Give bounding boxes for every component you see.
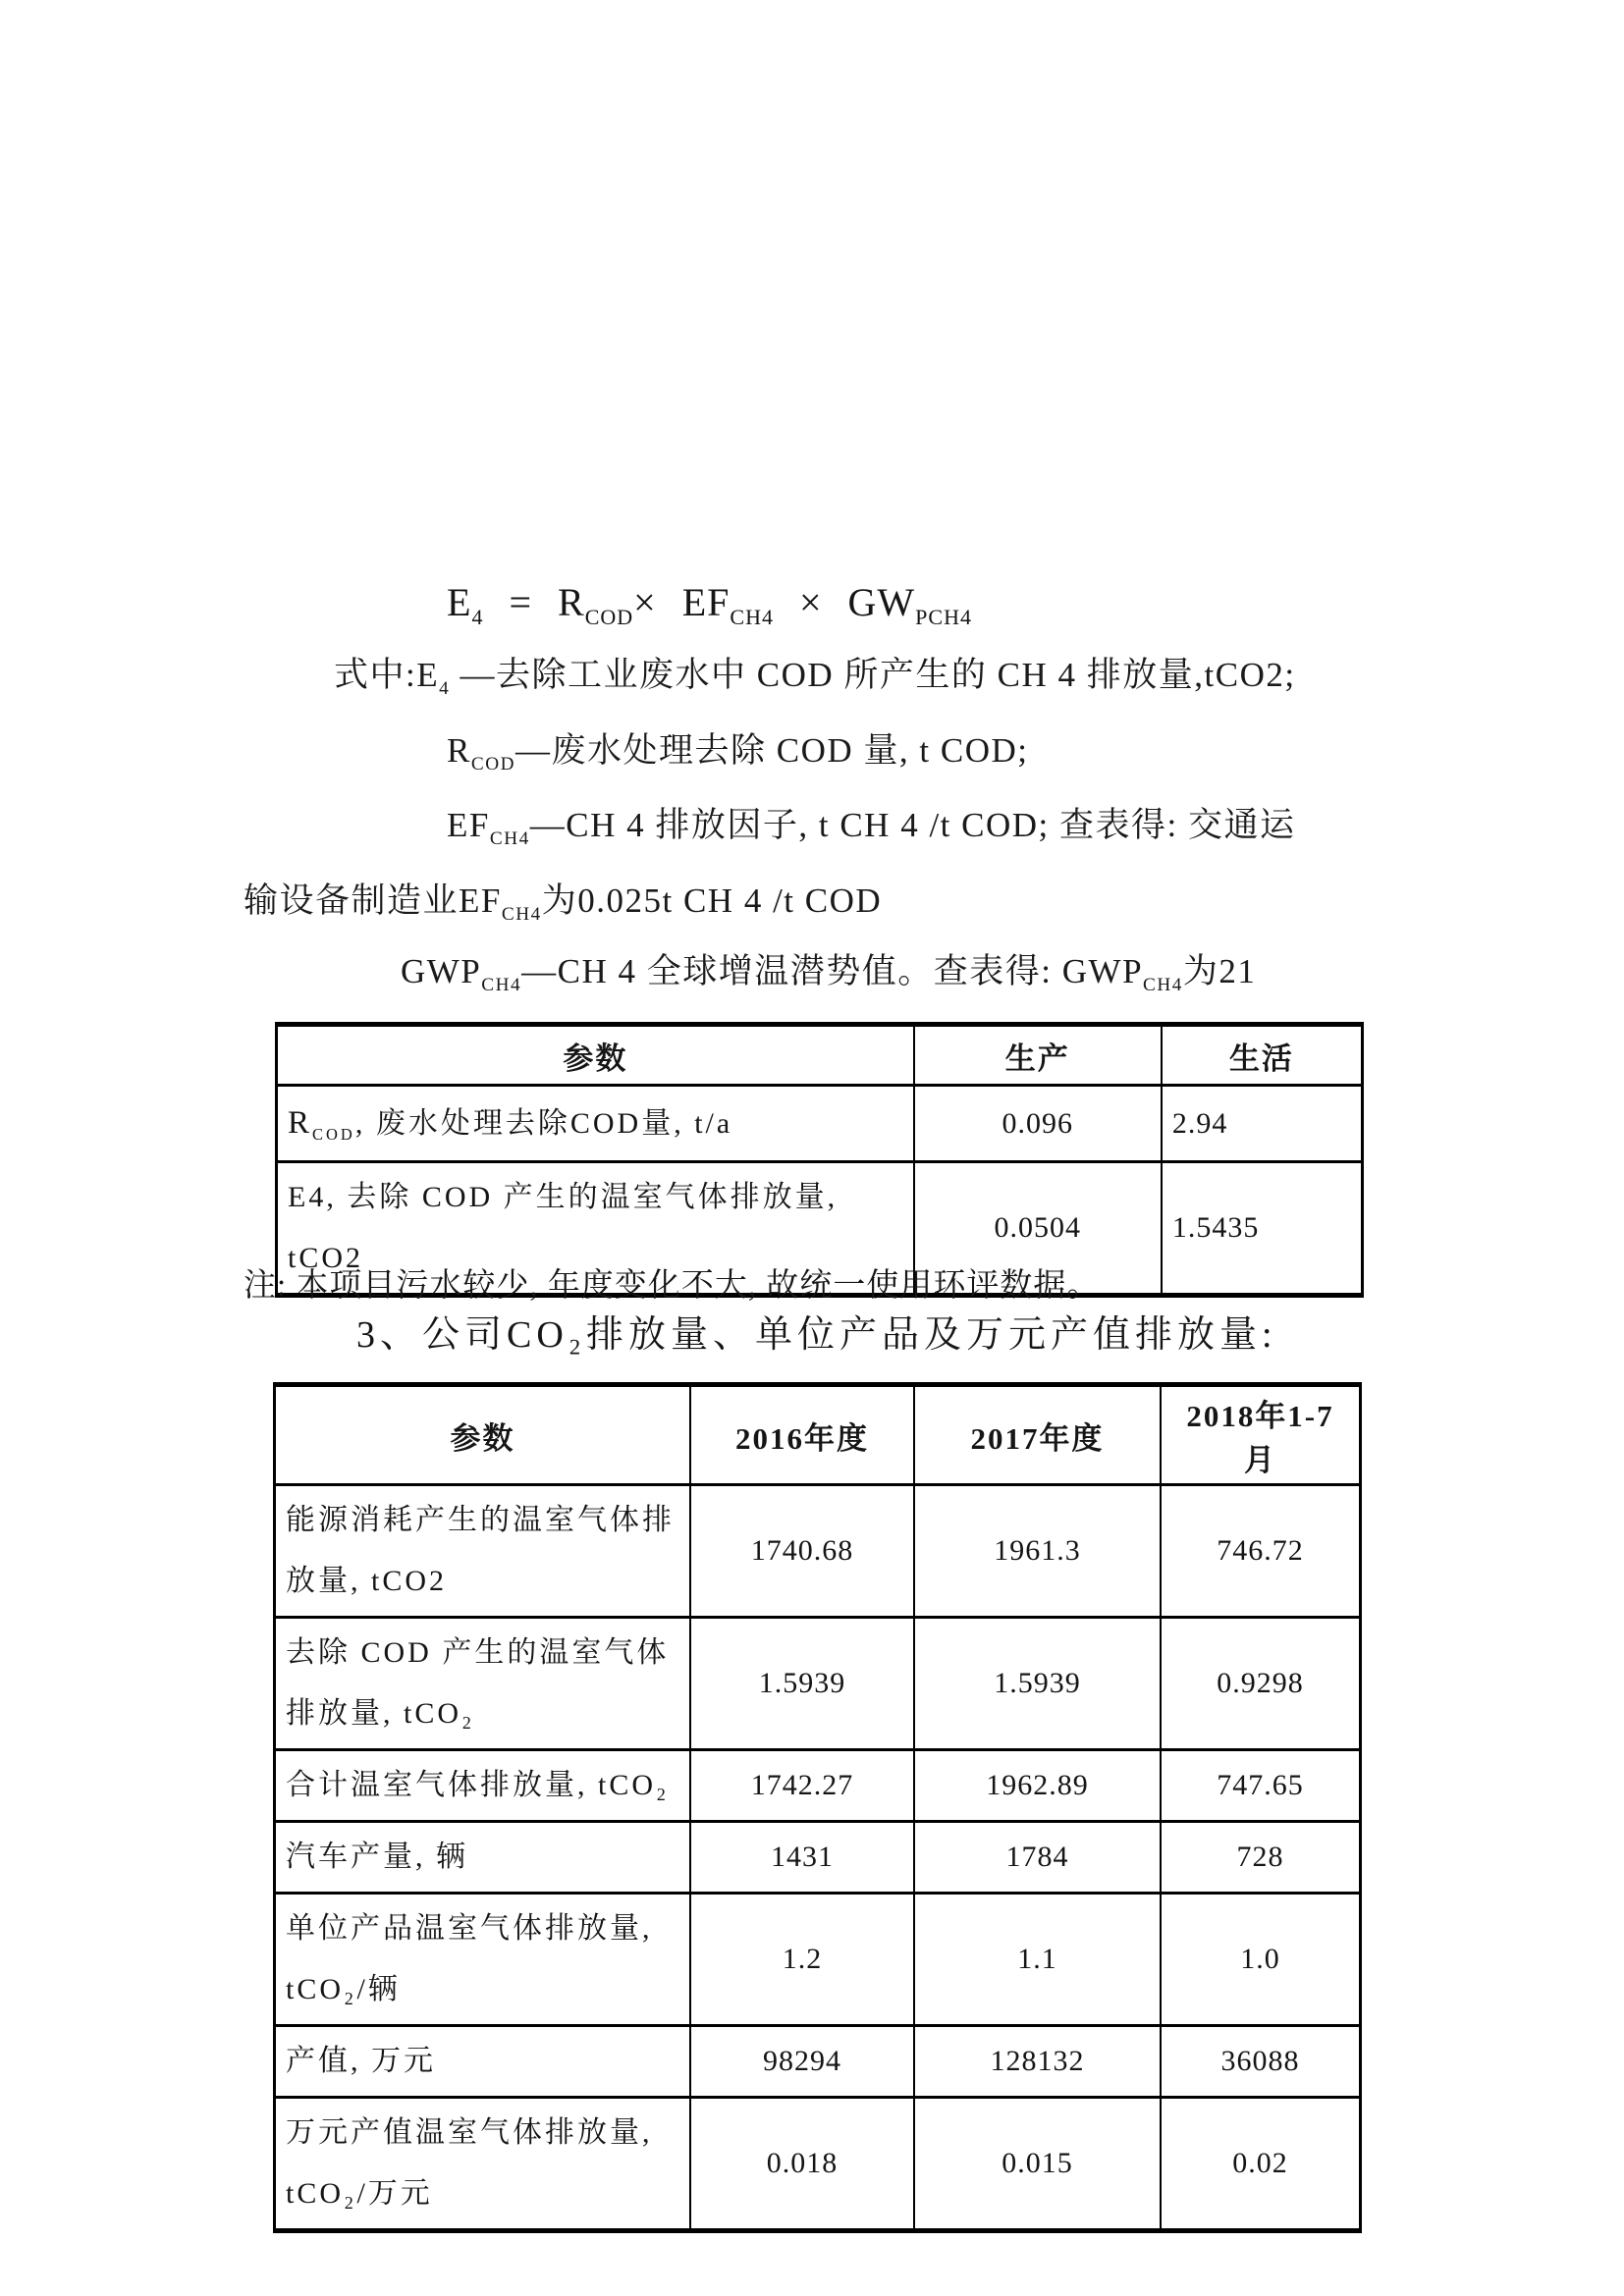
table2-row-vehicle-output <box>275 1822 1361 1894</box>
row-total-2017: 1962.89 <box>914 1750 1161 1822</box>
def-ef2-text: 为0.025t CH 4 /t COD <box>541 881 883 920</box>
table2-row-energy-emissions <box>275 1485 1361 1618</box>
table2-row-per-10k-yuan-emissions <box>275 2098 1361 2231</box>
wastewater-parameter-table <box>275 1022 1364 1298</box>
formula-term-rcod: R <box>558 580 585 624</box>
row-output-2016: 98294 <box>690 2026 914 2098</box>
definition-line-ef <box>447 798 1296 847</box>
row-perunit-2017: 1.1 <box>914 1894 1161 2026</box>
table2-header-parameter: 参数 <box>275 1385 691 1485</box>
row-perunit-2018: 1.0 <box>1161 1894 1361 2026</box>
def-ef-pre: EF <box>447 806 490 844</box>
row-vehicles-2017: 1784 <box>914 1822 1161 1894</box>
formula-rcod-subscript: COD <box>584 605 634 629</box>
formula-e4 <box>447 579 972 629</box>
row-total-2016: 1742.27 <box>690 1750 914 1822</box>
def-ef-subscript: CH4 <box>489 828 530 849</box>
formula-lhs-subscript: 4 <box>471 605 484 629</box>
table1-e4-text: , 去除 COD 产生的温室气体排放量, tCO2 <box>288 1181 839 1274</box>
definition-line-ef-continued <box>244 874 882 923</box>
row-perunit-2016: 1.2 <box>690 1894 914 2026</box>
table1-header-living: 生活 <box>1162 1025 1363 1086</box>
def-ef2-subscript: CH4 <box>501 904 542 925</box>
table1-header-row <box>277 1025 1363 1086</box>
table1-header-parameter: 参数 <box>277 1025 914 1086</box>
def-rcod-subscript: COD <box>470 754 516 774</box>
table1-rcod-text: , 废水处理去除COD量, t/a <box>354 1107 733 1140</box>
table1-header-production: 生产 <box>914 1025 1162 1086</box>
table1-e4-living-value: 1.5435 <box>1162 1162 1363 1296</box>
row-energy-2018: 746.72 <box>1161 1485 1361 1618</box>
def-ef-text: —CH 4 排放因子, t CH 4 /t COD; 查表得: 交通运 <box>529 806 1296 844</box>
section-heading-co2-emissions: 3、公司CO₂排放量、单位产品及万元产值排放量: <box>356 1314 1277 1356</box>
table2-row-per-unit-emissions <box>275 1894 1361 2026</box>
row-output-2017: 128132 <box>914 2026 1161 2098</box>
row-perunit-label: 单位产品温室气体排放量, tCO₂/辆 <box>275 1894 691 2026</box>
row-cod-2018: 0.9298 <box>1161 1618 1361 1750</box>
row-per10k-label: 万元产值温室气体排放量, tCO₂/万元 <box>275 2098 691 2231</box>
row-cod-label: 去除 COD 产生的温室气体排放量, tCO₂ <box>275 1618 691 1750</box>
formula-times-2: × <box>798 580 823 624</box>
table1-rcod-label <box>277 1086 914 1162</box>
row-energy-2017: 1961.3 <box>914 1485 1161 1618</box>
row-per10k-2017: 0.015 <box>914 2098 1161 2231</box>
formula-equals: = <box>509 580 532 624</box>
table2-header-row <box>275 1385 1361 1485</box>
def-e4-text: —去除工业废水中 COD 所产生的 CH 4 排放量,tCO2; <box>450 656 1296 694</box>
row-total-2018: 747.65 <box>1161 1750 1361 1822</box>
table2-header-2017: 2017年度 <box>914 1385 1161 1485</box>
formula-term-ef: EF <box>681 580 731 624</box>
table1-rcod-symbol: R <box>288 1105 313 1141</box>
table1-footnote: 注: 本项目污水较少, 年度变化不大, 故统一使用环评数据。 <box>244 1268 1101 1304</box>
row-vehicles-2016: 1431 <box>690 1822 914 1894</box>
row-total-label: 合计温室气体排放量, tCO₂ <box>275 1750 691 1822</box>
formula-ef-subscript: CH4 <box>730 605 774 629</box>
formula-term-gw: GW <box>847 580 916 624</box>
table2-row-total-emissions <box>275 1750 1361 1822</box>
definition-line-gwp <box>401 944 1256 993</box>
def-e4-pre: 式中:E <box>334 656 440 694</box>
table2-header-2018: 2018年1-7月 <box>1161 1385 1361 1485</box>
def-gwp-subscript: CH4 <box>481 975 522 995</box>
table2-row-output-value <box>275 2026 1361 2098</box>
row-output-2018: 36088 <box>1161 2026 1361 2098</box>
def-gwp-text: —CH 4 全球增温潜势值。查表得: GWP <box>521 952 1144 990</box>
row-vehicles-label: 汽车产量, 辆 <box>275 1822 691 1894</box>
table1-rcod-production-value: 0.096 <box>914 1086 1162 1162</box>
table1-row-rcod <box>277 1086 1363 1162</box>
table1-rcod-living-value: 2.94 <box>1162 1086 1363 1162</box>
def-e4-subscript: 4 <box>439 678 451 699</box>
row-per10k-2018: 0.02 <box>1161 2098 1361 2231</box>
definition-line-rcod <box>447 723 1029 773</box>
co2-emissions-yearly-table <box>273 1382 1362 2233</box>
table1-e4-production-value: 0.0504 <box>914 1162 1162 1296</box>
def-gwp-subscript-2: CH4 <box>1143 975 1183 995</box>
formula-gw-subscript: PCH4 <box>915 605 972 629</box>
formula-lhs: E <box>447 580 472 624</box>
row-energy-label: 能源消耗产生的温室气体排放量, tCO2 <box>275 1485 691 1618</box>
row-vehicles-2018: 728 <box>1161 1822 1361 1894</box>
row-cod-2016: 1.5939 <box>690 1618 914 1750</box>
row-energy-2016: 1740.68 <box>690 1485 914 1618</box>
def-rcod-text: —废水处理去除 COD 量, t COD; <box>515 731 1029 770</box>
def-rcod-pre: R <box>447 731 471 770</box>
def-ef2-pre: 输设备制造业EF <box>244 881 502 920</box>
table2-header-2016: 2016年度 <box>690 1385 914 1485</box>
definition-line-e4 <box>334 648 1296 697</box>
def-gwp-pre: GWP <box>401 952 482 990</box>
row-output-label: 产值, 万元 <box>275 2026 691 2098</box>
row-per10k-2016: 0.018 <box>690 2098 914 2231</box>
table2-row-cod-emissions <box>275 1618 1361 1750</box>
table1-e4-symbol: E4 <box>288 1181 327 1213</box>
row-cod-2017: 1.5939 <box>914 1618 1161 1750</box>
def-gwp-value: 为21 <box>1182 952 1257 990</box>
formula-times-1: × <box>633 580 657 624</box>
table1-rcod-subscript: COD <box>312 1125 355 1144</box>
